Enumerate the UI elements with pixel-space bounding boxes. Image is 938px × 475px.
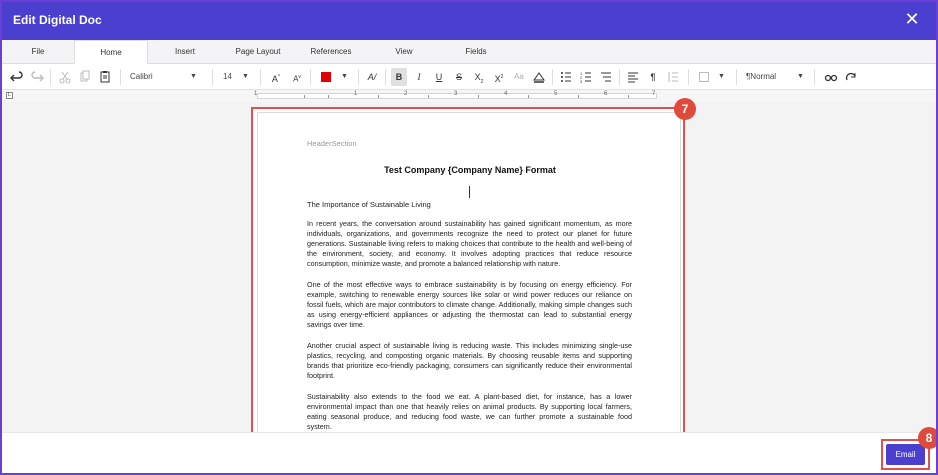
- multilevel-list-icon[interactable]: [599, 68, 613, 86]
- step-badge: 8: [918, 427, 938, 449]
- align-icon[interactable]: [626, 68, 640, 86]
- formatting-toolbar: [2, 64, 936, 90]
- undo-icon[interactable]: [10, 68, 24, 86]
- change-case-icon[interactable]: Aa: [514, 72, 524, 81]
- header-section[interactable]: HeaderSection: [307, 139, 357, 148]
- replace-icon[interactable]: [844, 68, 858, 86]
- strikethrough-icon[interactable]: S: [455, 72, 462, 82]
- document-heading: The Importance of Sustainable Living: [307, 200, 431, 209]
- dialog-title: Edit Digital Doc: [13, 13, 102, 27]
- document-paragraph: Sustainability also extends to the food we eat. A plant-based diet, for instance, has a lower environmental impact than one that heavily relies on animal products. By supporting local farmers, eating seasonal produce, and reducing food waste, we can further promote a sustainable food system.: [307, 392, 632, 432]
- tab-page-layout[interactable]: Page Layout: [235, 47, 281, 56]
- document-canvas: [2, 102, 936, 432]
- bullet-list-icon[interactable]: [559, 68, 573, 86]
- svg-text:3: 3: [580, 79, 583, 84]
- ruler-number: 4: [504, 91, 508, 97]
- step-badge: 7: [674, 98, 696, 120]
- shrink-font-icon[interactable]: $A^v$: [293, 74, 301, 84]
- document-page[interactable]: [257, 112, 681, 434]
- horizontal-ruler[interactable]: [2, 90, 936, 102]
- highlight-icon[interactable]: [532, 68, 546, 86]
- redo-icon[interactable]: [30, 68, 44, 86]
- shading-icon[interactable]: [699, 72, 709, 82]
- italic-icon[interactable]: I: [417, 72, 421, 82]
- find-icon[interactable]: [824, 68, 838, 86]
- font-size-select[interactable]: 14: [223, 72, 232, 81]
- document-title: Test Company {Company Name} Format: [384, 165, 556, 175]
- ruler-number: 1: [254, 91, 258, 97]
- bold-icon[interactable]: B: [391, 68, 407, 86]
- close-icon[interactable]: ✕: [904, 9, 920, 29]
- chevron-down-icon[interactable]: ▼: [242, 73, 249, 80]
- ruler-number: 5: [554, 91, 558, 97]
- ruler-number: 1: [354, 91, 358, 97]
- tab-fields[interactable]: Fields: [465, 47, 487, 56]
- tab-view[interactable]: View: [395, 47, 413, 56]
- document-paragraph: In recent years, the conversation around sustainability has gained significant momentum, as more individuals, organizations, and governments recognize the need to protect our planet for future generations. Sustainable living refers to making choices that contribute to the health and well-being of the environment, society, and economy. It involves adopting practices that reduce resource consumption, minimize waste, and promote a balanced relationship with nature.: [307, 219, 632, 269]
- subscript-icon[interactable]: $X_2$: [474, 72, 484, 85]
- line-spacing-icon[interactable]: [666, 68, 680, 86]
- svg-text:1: 1: [580, 71, 583, 76]
- paragraph-mark-icon[interactable]: ¶: [650, 72, 656, 82]
- tab-insert[interactable]: Insert: [174, 47, 195, 56]
- tab-home[interactable]: Home: [74, 40, 148, 64]
- ruler-number: 6: [604, 91, 608, 97]
- font-color-icon[interactable]: [321, 72, 331, 82]
- cut-icon[interactable]: [58, 68, 72, 86]
- chevron-down-icon[interactable]: ▼: [190, 73, 197, 80]
- styles-select[interactable]: ¶Normal: [746, 72, 777, 81]
- grow-font-icon[interactable]: A^: [271, 74, 281, 84]
- ruler-number: 7: [652, 91, 656, 97]
- document-paragraph: One of the most effective ways to embrace sustainability is by focusing on energy efficiency. For example, switching to renewable energy sources like solar or wind power reduces our reliance on fossil fuels, which are major contributors to climate change. Additionally, making simple changes such as using energy-efficient appliances or adjusting the thermostat can lead to substantial energy savings over time.: [307, 280, 632, 330]
- chevron-down-icon[interactable]: ▼: [797, 73, 804, 80]
- svg-text:2: 2: [580, 75, 583, 80]
- document-paragraph: Another crucial aspect of sustainable living is reducing waste. This includes minimizing single-use plastics, recycling, and composting organic materials. By choosing reusable items and supporting brands that prioritize eco-friendly packaging, consumers can significantly reduce their environmental footprint.: [307, 341, 632, 381]
- document-highlight: [251, 107, 685, 438]
- email-button[interactable]: Email: [886, 444, 925, 465]
- superscript-icon[interactable]: $X^2$: [494, 74, 504, 84]
- tab-stop-selector[interactable]: L: [6, 92, 13, 99]
- style-name: Normal: [750, 72, 777, 81]
- chevron-down-icon[interactable]: ▼: [341, 73, 348, 80]
- font-family-select[interactable]: Calibri: [130, 72, 153, 81]
- tab-references[interactable]: References: [310, 47, 352, 56]
- copy-icon[interactable]: [78, 68, 92, 86]
- chevron-down-icon[interactable]: ▼: [718, 73, 725, 80]
- paste-icon[interactable]: [98, 68, 112, 86]
- underline-icon[interactable]: U: [435, 72, 443, 82]
- dialog-titlebar: [2, 2, 936, 40]
- ruler-number: 3: [454, 91, 458, 97]
- clear-format-icon[interactable]: A/: [367, 72, 377, 82]
- ribbon-tabs: [2, 40, 936, 64]
- tab-file[interactable]: File: [31, 47, 45, 56]
- dialog-footer: [2, 432, 936, 475]
- numbered-list-icon[interactable]: [579, 68, 593, 86]
- ruler-number: 2: [404, 91, 408, 97]
- text-cursor: [469, 186, 470, 198]
